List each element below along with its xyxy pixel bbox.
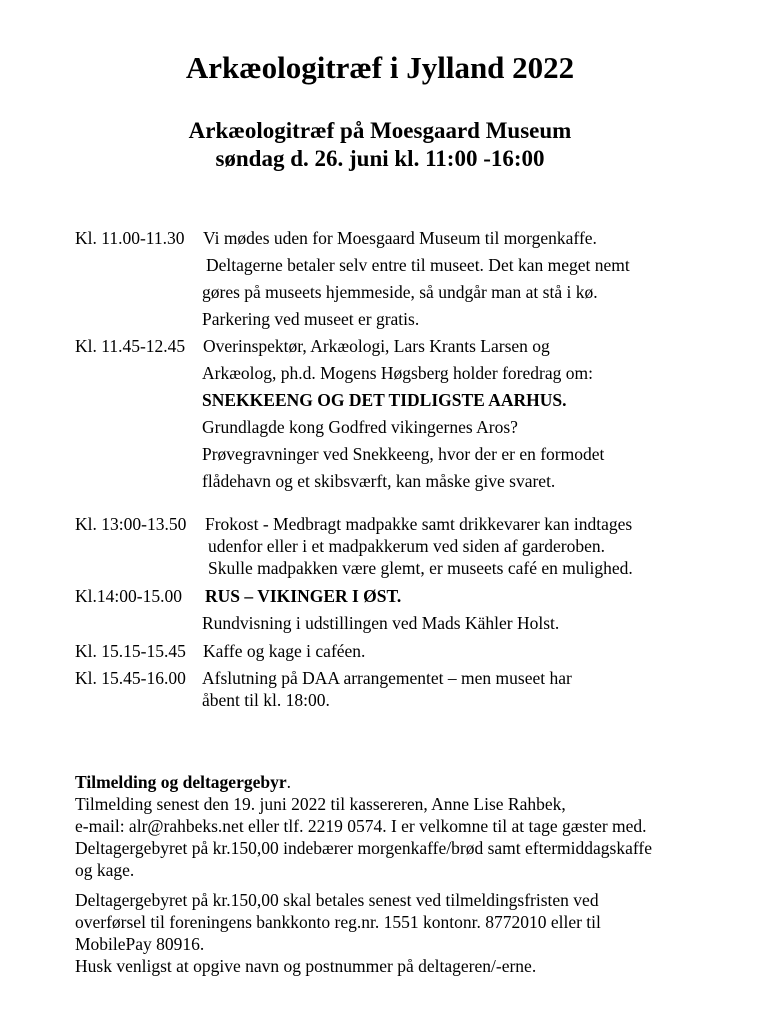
- schedule-time: Kl.14:00-15.00: [75, 586, 182, 606]
- schedule-line: gøres på museets hjemmeside, så undgår man at stå i kø.: [202, 282, 598, 302]
- registration-heading: Tilmelding og deltagergebyr: [75, 772, 287, 792]
- schedule-time: Kl. 15.15-15.45: [75, 641, 186, 661]
- payment-text: MobilePay 80916.: [75, 934, 205, 954]
- schedule-line: Parkering ved museet er gratis.: [202, 309, 420, 329]
- schedule-line: Arkæolog, ph.d. Mogens Høgsberg holder foredrag om:: [202, 363, 593, 383]
- event-date: søndag d. 26. juni kl. 11:00 -16:00: [215, 146, 545, 171]
- schedule-line: Vi mødes uden for Moesgaard Museum til morgenkaffe.: [203, 228, 597, 248]
- registration-text: og kage.: [75, 860, 135, 880]
- schedule-time: Kl. 15.45-16.00: [75, 668, 186, 688]
- schedule-time: Kl. 11.00-11.30: [75, 228, 185, 248]
- schedule-line: flådehavn og et skibsværft, kan måske give svaret.: [202, 471, 556, 491]
- lecture-title: SNEKKEENG OG DET TIDLIGSTE AARHUS.: [202, 390, 567, 410]
- payment-text: overførsel til foreningens bankkonto reg.nr. 1551 kontonr. 8772010 eller til: [75, 912, 601, 932]
- schedule-line: Overinspektør, Arkæologi, Lars Krants Larsen og: [203, 336, 550, 356]
- registration-text: Tilmelding senest den 19. juni 2022 til kassereren, Anne Lise Rahbek,: [75, 794, 566, 814]
- schedule-time: Kl. 11.45-12.45: [75, 336, 186, 356]
- schedule-line: Skulle madpakken være glemt, er museets café en mulighed.: [208, 558, 633, 578]
- schedule-line: Afslutning på DAA arrangementet – men museet har: [202, 668, 572, 688]
- payment-text: Husk venligst at opgive navn og postnummer på deltageren/-erne.: [75, 956, 537, 976]
- schedule-line: Prøvegravninger ved Snekkeeng, hvor der er en formodet: [202, 444, 605, 464]
- tour-title: RUS – VIKINGER I ØST.: [205, 586, 402, 606]
- event-subtitle: Arkæologitræf på Moesgaard Museum: [188, 118, 572, 143]
- schedule-line: Deltagerne betaler selv entre til museet. Det kan meget nemt: [206, 255, 630, 275]
- schedule-line: Frokost - Medbragt madpakke samt drikkevarer kan indtages: [205, 514, 633, 534]
- registration-heading-line: Tilmelding og deltagergebyr.: [75, 772, 291, 792]
- schedule-line: udenfor eller i et madpakkerum ved siden af garderoben.: [208, 536, 605, 556]
- registration-section: [75, 771, 715, 977]
- registration-text: e-mail: alr@rahbeks.net eller tlf. 2219 0574. I er velkomne til at tage gæster med.: [75, 816, 647, 836]
- schedule-time: Kl. 13:00-13.50: [75, 514, 187, 534]
- schedule-line: Rundvisning i udstillingen ved Mads Kähler Holst.: [202, 613, 560, 633]
- page-title: Arkæologitræf i Jylland 2022: [185, 50, 575, 85]
- schedule-line: åbent til kl. 18:00.: [202, 690, 330, 710]
- schedule-line: Kaffe og kage i caféen.: [203, 641, 366, 661]
- schedule-line: Grundlagde kong Godfred vikingernes Aros?: [202, 417, 518, 437]
- registration-text: Deltagergebyret på kr.150,00 indebærer morgenkaffe/brød samt eftermiddagskaffe: [75, 838, 652, 858]
- payment-text: Deltagergebyret på kr.150,00 skal betales senest ved tilmeldingsfristen ved: [75, 890, 599, 910]
